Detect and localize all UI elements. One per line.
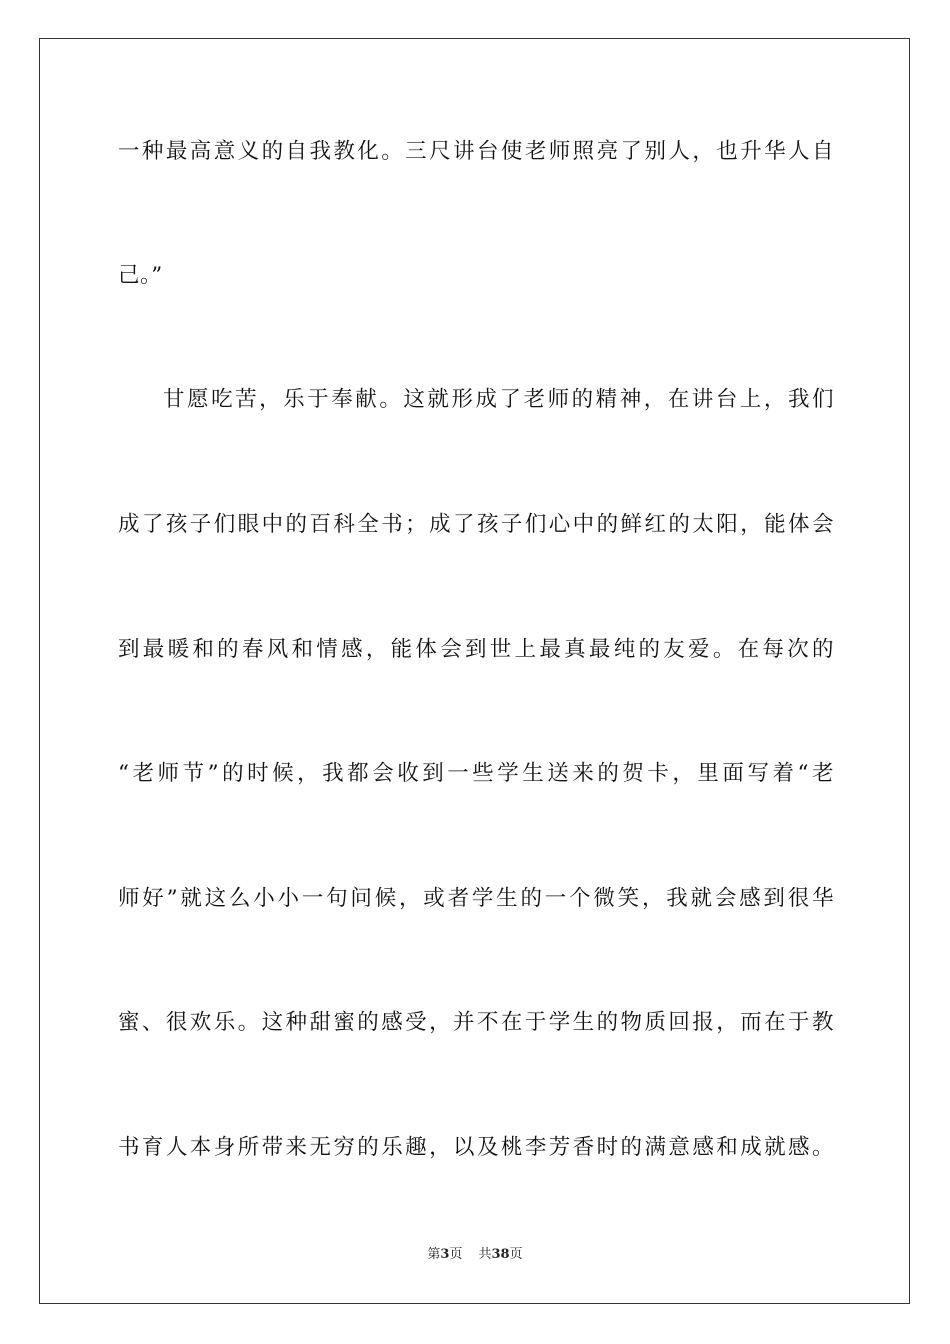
text-line-3: 甘愿吃苦，乐于奉献。这就形成了老师的精神，在讲台上，我们	[163, 387, 834, 412]
text-line-9: 书育人本身所带来无穷的乐趣，以及桃李芳香时的满意感和成就感。	[118, 1135, 834, 1160]
page-suffix: 页	[449, 1247, 463, 1262]
total-suffix: 页	[509, 1247, 523, 1262]
page-footer	[0, 1246, 950, 1264]
total-pages: 38	[491, 1247, 510, 1262]
text-line-7: 师好”就这么小小一句问候，或者学生的一个微笑，我就会感到很华	[118, 886, 834, 911]
text-line-4: 成了孩子们眼中的百科全书；成了孩子们心中的鲜红的太阳，能体会	[118, 512, 834, 537]
text-line-5: 到最暖和的春风和情感，能体会到世上最真最纯的友爱。在每次的	[118, 637, 834, 662]
page-border	[39, 38, 910, 1304]
text-line-8: 蜜、很欢乐。这种甜蜜的感受，并不在于学生的物质回报，而在于教	[118, 1010, 834, 1035]
page-prefix: 第	[427, 1247, 441, 1262]
text-line-6: “老师节”的时候，我都会收到一些学生送来的贺卡，里面写着“老	[118, 761, 834, 786]
total-prefix: 共	[478, 1247, 492, 1262]
text-line-1: 一种最高意义的自我教化。三尺讲台使老师照亮了别人，也升华人自	[118, 139, 834, 164]
page-number: 3	[440, 1247, 450, 1262]
text-line-2: 己。”	[118, 263, 163, 288]
